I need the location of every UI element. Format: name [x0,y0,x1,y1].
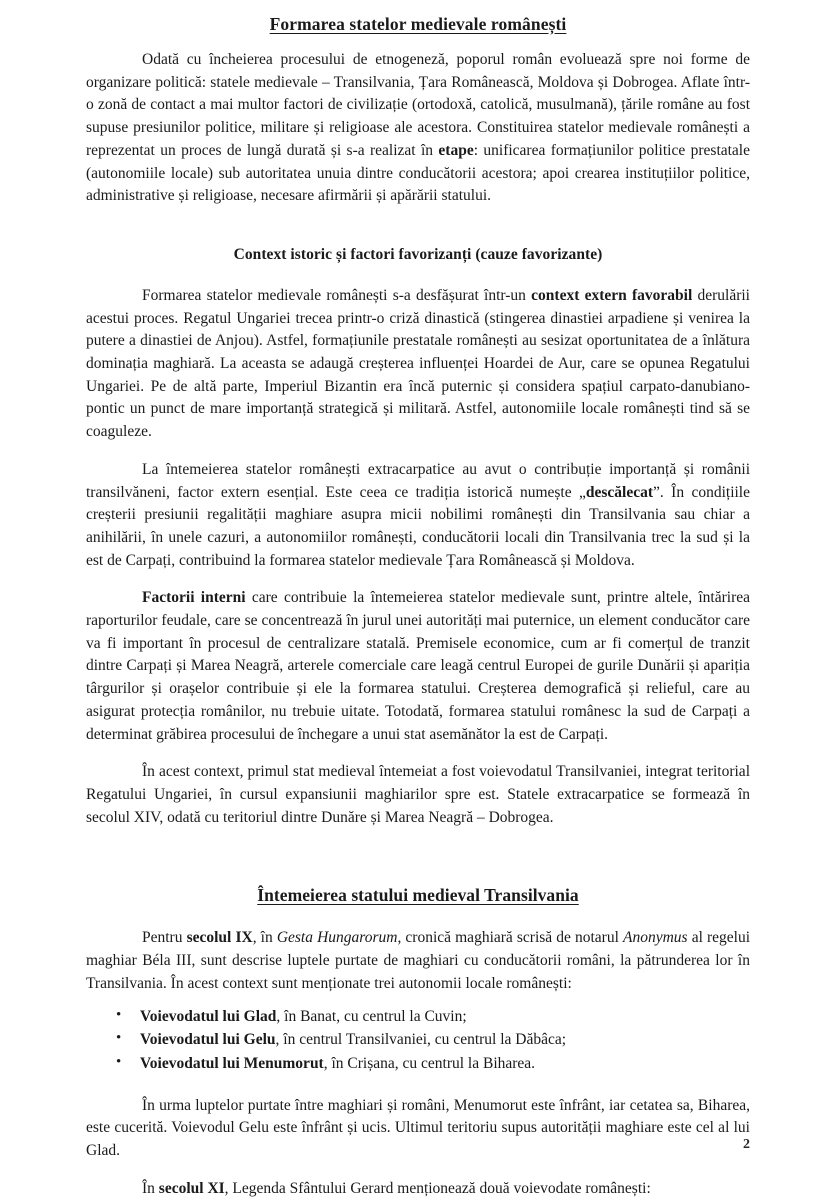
spacer [86,1165,750,1178]
context-paragraph-1 [86,285,750,444]
spacer [86,574,750,587]
page-title: Formarea statelor medievale românești [269,14,567,34]
spacer [86,906,750,927]
context-p4-part1: În acest context, primul stat medieval întemeiat a fost voievodatul Transilvaniei, integrat teritorial Regatului Ungariei, în cursul expansiunii maghiarilor spre est. Statele extracarpatice se formează în secolul XIV, odată cu teritoriul dintre Dunăre și Marea Neagră – Dobrogea. [86,763,750,826]
context-p2-part1: La întemeierea statelor românești extracarpatice au avut o contribuție importanță și românii transilvăneni, factor extern esențial. Este ceea ce tradiția istorică numește „ [86,460,750,501]
intro-paragraph [86,49,750,208]
tr-p1-italic-anonymus: Anonymus [623,929,688,947]
intro-text-part2: : unificarea formațiunilor politice prestatale (autonomiile locale) sub autoritatea unuia dintre conducătorii acestora; apoi crearea instituțiilor politice, administrative și religioase, necesare afirmării și apărării statului. [86,141,750,205]
spacer [86,1082,750,1095]
page-number: 2 [743,1137,750,1152]
list-item-rest: , în Crișana, cu centrul la Biharea. [323,1054,536,1072]
intro-bold-etape: etape [438,141,474,159]
context-p1-part1: Formarea statelor medievale românești s-a desfășurat într-un [142,286,532,304]
tr-p3-part1: În [142,1179,159,1197]
spacer [86,210,750,246]
tr-p1-part2: , în [252,929,277,947]
spacer [86,748,750,761]
tr-p1-part4: al regelui maghiar Béla III, sunt descrise luptele purtate de maghiari cu conducătorii români, la pătrunderea lor în Transilvania. În acest context sunt menționate trei autonomii locale românești: [86,929,751,992]
context-p1-bold: context extern favorabil [531,286,693,304]
tr-p1-part1: Pentru [142,929,187,947]
section-heading-context: Context istoric și factori favorizanți (cauze favorizante) [233,245,603,263]
list-item-bold: Voievodatul lui Menumorut [140,1054,324,1072]
context-p1-part2: derulării acestui proces. Regatul Ungariei trecea printr-o criză dinastică (stingerea dinastiei arpadiene și venirea la putere a dinastiei de Anjou). Astfel, formațiunile prestatale românești au sesizat oportunitatea de a înlătura dominația maghiară. La aceasta se adaugă creșterea influenței Hoardei de Aur, care se opunea Regatului Ungariei. Pe de altă parte, Imperiul Bizantin era încă puternic și considera spațiul carpato-danubiano-pontic un punct de mare importanță strategică și militară. Astfel, autonomiile locale românești tind să se coaguleze. [86,286,750,441]
tr-p3-bold-secolul-xi: secolul XI [158,1179,225,1197]
context-paragraph-2 [86,459,750,573]
transilvania-paragraph-2 [86,1095,750,1163]
context-paragraph-3 [86,587,750,746]
transilvania-paragraph-1 [86,927,750,995]
spacer [86,264,750,285]
context-p2-bold-descalecat: descălecat [585,483,654,501]
transilvania-paragraph-3 [86,1178,750,1200]
context-p2-part2: ”. În condițiile creșterii presiunii regalității maghiare asupra micii nobilimi românești din Transilvania sau chiar a anihilării, în unele cazuri, a autonomiilor românești, conducătorii locali din Transilvania trec la sud și la est de Carpați, contribuind la formarea statelor medievale Țara Românească și Moldova. [86,483,750,569]
tr-p1-italic-gesta-hungarorum: Gesta Hungarorum [276,929,398,947]
list-item-bold: Voievodatul lui Gelu [140,1031,276,1049]
context-p3-part2: care contribuie la întemeierea statelor medievale sunt, printre altele, întărirea raporturilor feudale, care se concentrează în jurul unei autorități mai puternice, un element conducător care va fi important în procesul de centralizare statală. Premisele economice, cum ar fi comerțul de tranzit dintre Carpați și Marea Neagră, arterele comerciale care leagă centrul Europei de gurile Dunării și apariția târgurilor și orașelor contribuie și ele la formarea statului. Creșterea demografică și relieful, care au asigurat protecția românilor, nu trebuie uitate. Totodată, formarea statului românesc la sud de Carpați a determinat grăbirea procesului de închegare a unui stat asemănător la est de Carpați. [86,589,751,743]
list-item [86,1029,750,1052]
section-heading-transilvania: Întemeierea statului medieval Transilvania [257,885,579,906]
autonomii-locale-list [86,1006,750,1076]
tr-p1-bold-secolul-ix: secolul IX [186,929,253,947]
tr-p2-part1: În urma luptelor purtate între maghiari și români, Menumorut este înfrânt, iar cetatea sa, Biharea, este cucerită. Voievodul Gelu este înfrânt și ucis. Ultimul teritoriu supus autorității maghiare este cel al lui Glad. [86,1096,750,1160]
list-item-rest: , în Banat, cu centrul la Cuvin; [276,1007,467,1025]
list-item-rest: , în centrul Transilvaniei, cu centrul la Dăbâca; [275,1031,567,1049]
tr-p3-part2: , Legenda Sfântului Gerard menționează două voievodate românești: [224,1179,651,1197]
intro-text-part1: Odată cu încheierea procesului de etnogeneză, poporul român evoluează spre noi forme de organizare politică: statele medievale – Transilvania, Țara Românească, Moldova și Dobrogea. Aflate într-o zonă de contact a mai multor factori de civilizație (ortodoxă, catolică, musulmană), țările române au fost supuse presiunilor politice, militare și religioase ale acestora. Constituirea statelor medievale românești a reprezentat un proces de lungă durată și s-a realizat în [86,51,750,159]
spacer [86,446,750,459]
list-item [86,1053,750,1076]
list-item-bold: Voievodatul lui Glad [140,1007,277,1025]
context-paragraph-4 [86,761,750,829]
tr-p1-part3: , cronică maghiară scrisă de notarul [397,929,624,947]
list-item [86,1006,750,1029]
spacer [86,831,750,885]
context-p3-bold-factorii-interni: Factorii interni [142,589,246,607]
